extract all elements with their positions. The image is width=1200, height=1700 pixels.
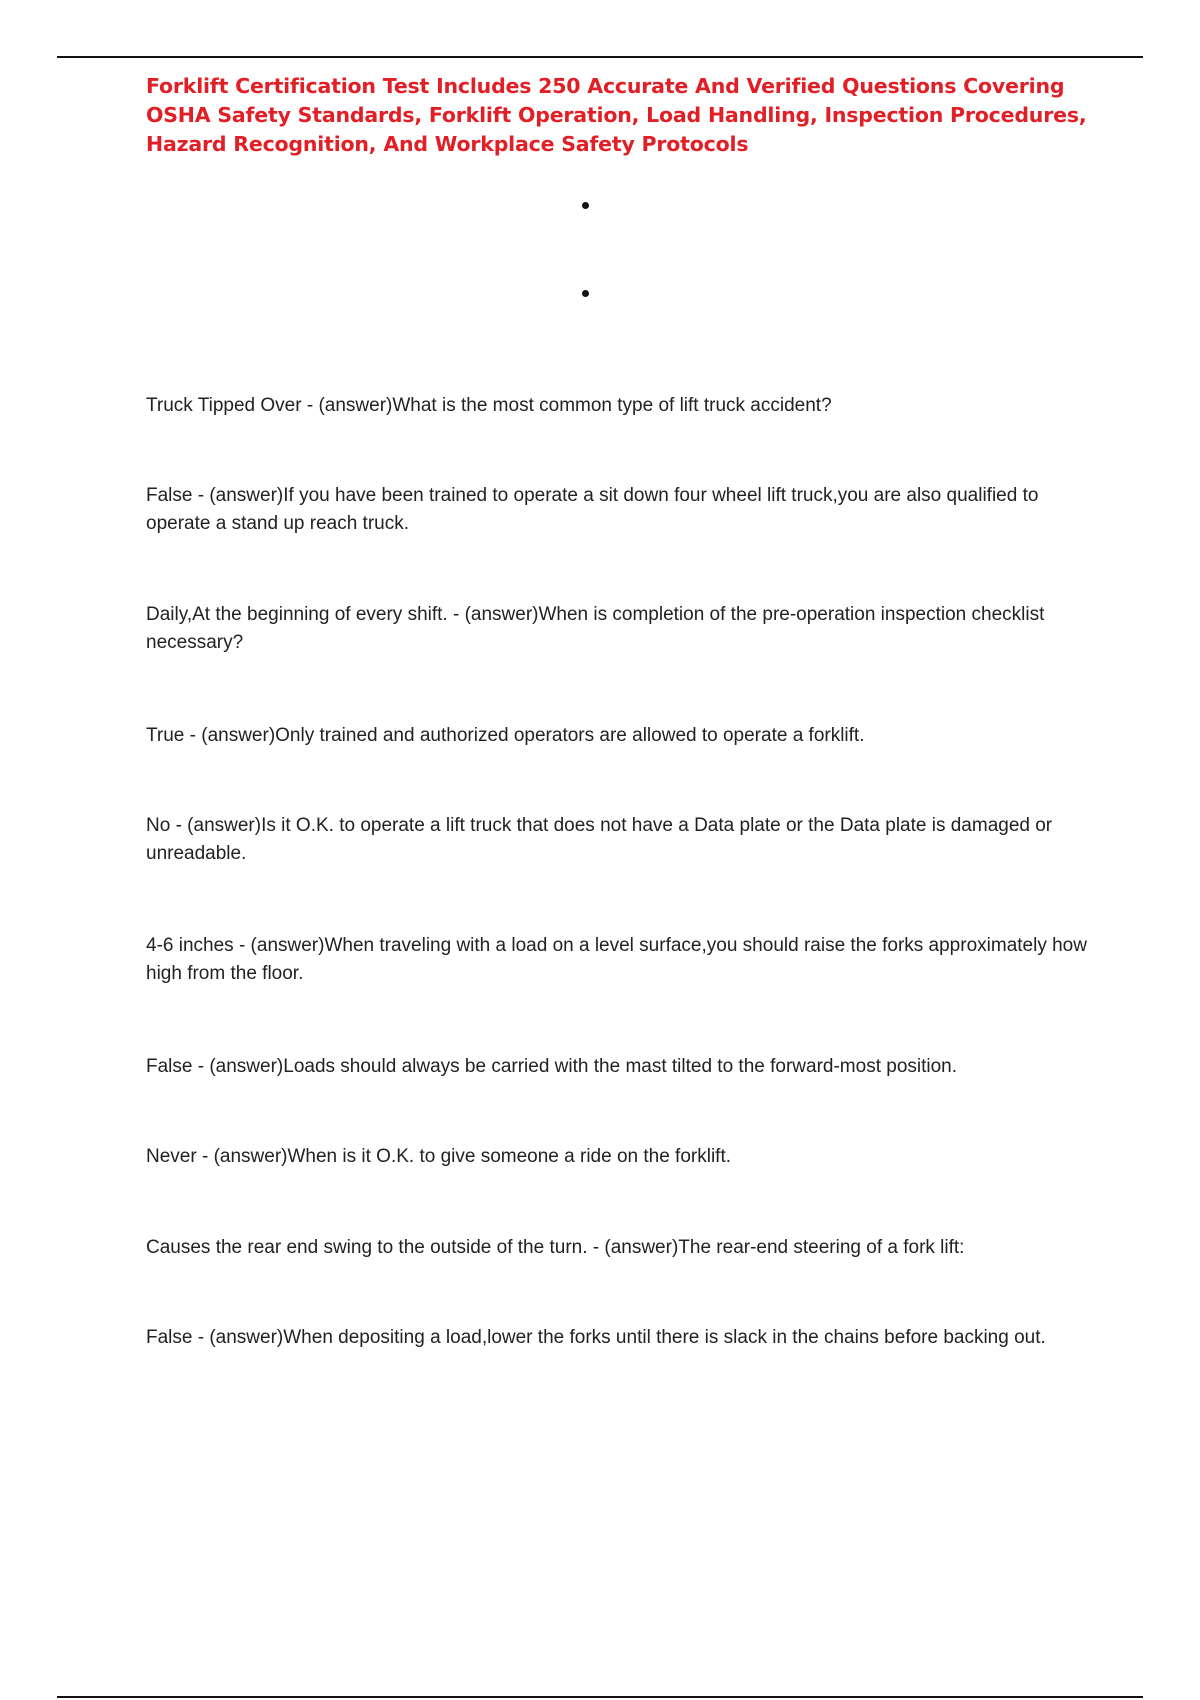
qa-item: False - (answer)If you have been trained to operate a sit down four wheel lift truck,you are also qualified to operate a stand up reach truck. — [146, 485, 1039, 534]
qa-item: Never - (answer)When is it O.K. to give someone a ride on the forklift. — [146, 1146, 732, 1167]
qa-item: False - (answer)When depositing a load,lower the forks until there is slack in the chains before backing out. — [146, 1327, 1046, 1348]
qa-item: Daily,At the beginning of every shift. - (answer)When is completion of the pre-operation inspection checklist necessary? — [146, 604, 1045, 653]
bottom-rule — [57, 1696, 1143, 1698]
bullet-point — [582, 202, 589, 209]
qa-item: True - (answer)Only trained and authorized operators are allowed to operate a forklift. — [146, 725, 865, 746]
top-rule — [57, 56, 1143, 58]
qa-item: No - (answer)Is it O.K. to operate a lift truck that does not have a Data plate or the Data plate is damaged or unreadable. — [146, 815, 1053, 864]
qa-item: Causes the rear end swing to the outside of the turn. - (answer)The rear-end steering of a fork lift: — [146, 1237, 965, 1258]
bullet-point — [582, 290, 589, 297]
document-title: Forklift Certification Test Includes 250 Accurate And Verified Questions Covering OSHA Safety Standards, Forklift Operation, Load Handling, Inspection Procedures, Hazard Recognition, And Workplace Safety Protocols — [146, 74, 1087, 156]
qa-item: Truck Tipped Over - (answer)What is the most common type of lift truck accident? — [146, 395, 832, 416]
qa-item: 4-6 inches - (answer)When traveling with a load on a level surface,you should raise the forks approximately how high from the floor. — [146, 935, 1087, 984]
qa-item: False - (answer)Loads should always be carried with the mast tilted to the forward-most position. — [146, 1056, 958, 1077]
